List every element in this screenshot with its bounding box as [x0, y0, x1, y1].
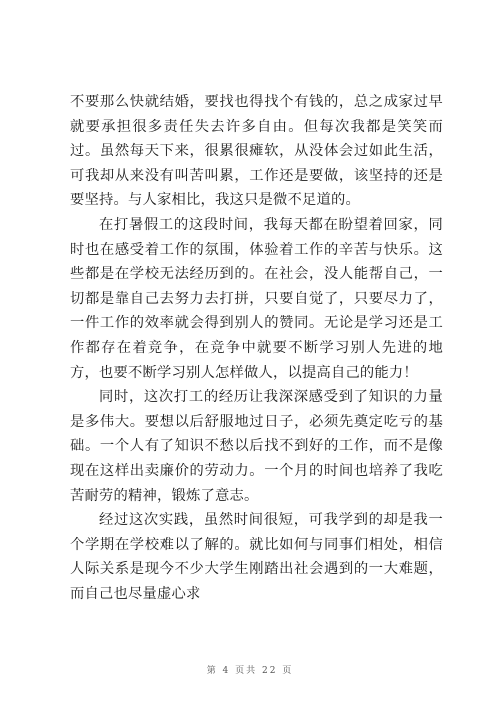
page-number-footer: 第 4 页共 22 页 — [206, 666, 294, 676]
document-body — [70, 90, 443, 606]
paragraph-1: 不要那么快就结婚，要找也得找个有钱的，总之成家过早就要承担很多责任失去许多自由。但每次我都是笑笑而过。虽然每天下来，很累很瘫软，从没体会过如此生活，可我却从来没有叫苦叫累，工作还是要做，该坚持的还是要坚持。与人家相比，我这只是微不足道的。 — [70, 94, 443, 209]
paragraph-2: 在打暑假工的这段时间，我每天都在盼望着回家，同时也在感受着工作的氛围，体验着工作的辛苦与快乐。这些都是在学校无法经历到的。在社会，没人能帮自己，一切都是靠自己去努力去打拼，只要自觉了，只要尽力了，一件工作的效率就会得到别人的赞同。无论是学习还是工作都存在着竞争，在竞争中就要不断学习别人先进的地方，也要不断学习别人怎样做人，以提高自己的能力！ — [70, 216, 443, 381]
paragraph-4: 经过这次实践，虽然时间很短，可我学到的却是我一个学期在学校难以了解的。就比如何与同事们相处，相信人际关系是现今不少大学生刚踏出社会遇到的一大难题，而自己也尽量虚心求 — [70, 512, 443, 602]
paragraph-3: 同时，这次打工的经历让我深深感受到了知识的力量是多伟大。要想以后舒服地过日子，必须先奠定吃亏的基础。一个人有了知识不愁以后找不到好的工作，而不是像现在这样出卖廉价的劳动力。一个月的时间也培养了我吃苦耐劳的精神，锻炼了意志。 — [70, 389, 443, 504]
